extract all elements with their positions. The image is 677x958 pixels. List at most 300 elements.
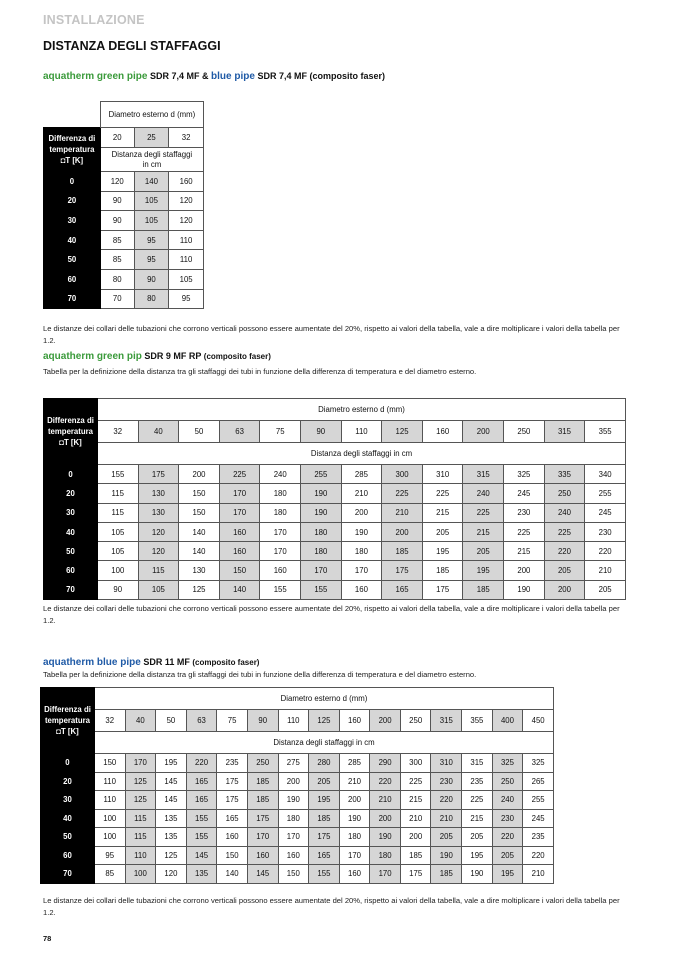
value-cell: 240 [463,484,504,503]
value-cell: 155 [97,465,138,484]
value-cell: 200 [544,580,585,599]
value-cell: 105 [97,542,138,561]
value-cell: 160 [339,865,370,884]
header-row-diameter [44,102,204,128]
value-cell: 115 [97,484,138,503]
section2-heading [43,351,271,362]
diameter-cell: 40 [138,421,179,443]
temperature-cell: 0 [44,172,101,192]
value-cell: 280 [309,754,340,773]
value-cell: 210 [523,865,554,884]
value-cell: 200 [504,561,545,580]
diameter-cell: 315 [431,710,462,732]
value-cell: 190 [504,580,545,599]
value-cell: 215 [504,542,545,561]
diameter-cell: 20 [100,128,134,148]
value-cell: 250 [492,772,523,791]
value-cell: 170 [219,503,260,522]
value-cell: 150 [179,503,220,522]
spacing-table-3 [40,687,554,884]
value-cell: 240 [544,503,585,522]
value-cell: 210 [370,791,401,810]
value-cell: 165 [382,580,423,599]
value-cell: 205 [463,542,504,561]
table-description-2: Tabella per la definizione della distanza tra gli staffaggi dei tubi in funzione della differenza di temperatura e del diametro esterno. [43,367,477,376]
value-cell: 110 [125,846,156,865]
temperature-diff-header [41,688,95,754]
table-row [44,191,204,211]
header-row-diameter [44,399,626,421]
value-cell: 100 [125,865,156,884]
value-cell: 115 [125,828,156,847]
value-cell: 230 [431,772,462,791]
table-row [44,542,626,561]
corner-line: ◘T [K] [60,156,84,165]
value-cell: 190 [431,846,462,865]
value-cell: 160 [260,561,301,580]
value-cell: 125 [125,791,156,810]
corner-line: temperatura [44,716,91,725]
temperature-cell: 40 [41,809,95,828]
value-cell: 175 [138,465,179,484]
value-cell: 115 [125,809,156,828]
value-cell: 135 [186,865,217,884]
brand-blue-label: aquatherm blue pipe [43,657,141,668]
value-cell: 225 [219,465,260,484]
value-cell: 225 [463,503,504,522]
value-cell: 140 [179,522,220,541]
value-cell: 225 [544,522,585,541]
value-cell: 155 [260,580,301,599]
corner-line: Differenza di [48,134,96,143]
value-cell: 340 [585,465,626,484]
value-cell: 250 [544,484,585,503]
value-cell: 155 [186,828,217,847]
diameter-cell: 90 [247,710,278,732]
temperature-cell: 70 [41,865,95,884]
distance-header-line: Distanza degli staffaggi [111,149,193,159]
distance-header [100,148,203,172]
distance-header-line: in cm [142,159,162,169]
value-cell: 190 [370,828,401,847]
value-cell: 195 [462,846,493,865]
value-cell: 210 [585,561,626,580]
value-cell: 115 [97,503,138,522]
value-cell: 155 [309,865,340,884]
value-cell: 160 [169,172,204,192]
temperature-cell: 20 [44,484,98,503]
value-cell: 130 [179,561,220,580]
value-cell: 245 [523,809,554,828]
brand-blue-label: blue pipe [211,71,255,82]
diameter-header: Diametro esterno d (mm) [100,102,203,128]
sdr-label: SDR 9 MF RP [144,351,202,361]
table-row [44,250,204,270]
diameter-cell: 110 [341,421,382,443]
value-cell: 105 [134,191,169,211]
value-cell: 235 [523,828,554,847]
value-cell: 225 [382,484,423,503]
value-cell: 225 [422,484,463,503]
value-cell: 190 [301,503,342,522]
value-cell: 85 [94,865,125,884]
value-cell: 95 [134,230,169,250]
temperature-cell: 30 [44,503,98,522]
value-cell: 120 [138,522,179,541]
temperature-cell: 30 [41,791,95,810]
value-cell: 90 [100,191,134,211]
value-cell: 215 [422,503,463,522]
corner-line: temperatura [47,427,94,436]
value-cell: 230 [492,809,523,828]
value-cell: 105 [134,211,169,231]
value-cell: 115 [138,561,179,580]
value-cell: 140 [134,172,169,192]
table-row [44,580,626,599]
diameter-cell: 355 [585,421,626,443]
value-cell: 185 [422,561,463,580]
value-cell: 100 [94,809,125,828]
table-row [41,846,554,865]
sdr-label: SDR 7,4 MF [149,71,200,81]
vertical-note-2: Le distanze dei collari delle tubazioni che corrono verticali possono essere aumentate del 20%, rispetto ai valori della tabella, vale a dire moltiplicare i valori della tabella per 1.2. [43,604,620,625]
ampersand: & [202,71,209,81]
temperature-cell: 60 [44,269,101,289]
table-row [44,561,626,580]
material-label: (composito faser) [203,352,271,361]
temperature-cell: 50 [44,542,98,561]
value-cell: 90 [97,580,138,599]
value-cell: 215 [462,809,493,828]
sdr-label: SDR 7,4 MF [257,71,307,81]
value-cell: 185 [463,580,504,599]
value-cell: 170 [278,828,309,847]
spacing-table-2 [43,398,626,600]
value-cell: 80 [100,269,134,289]
value-cell: 180 [278,809,309,828]
value-cell: 215 [463,522,504,541]
value-cell: 110 [169,230,204,250]
value-cell: 130 [138,503,179,522]
value-cell: 145 [247,865,278,884]
section-label: INSTALLAZIONE [43,13,145,27]
value-cell: 170 [301,561,342,580]
diameter-cell: 250 [504,421,545,443]
value-cell: 240 [492,791,523,810]
brand-green-label: aquatherm green pipe [43,71,148,82]
diameter-cell: 355 [462,710,493,732]
value-cell: 175 [422,580,463,599]
value-cell: 300 [382,465,423,484]
value-cell: 105 [169,269,204,289]
value-cell: 205 [544,561,585,580]
value-cell: 205 [462,828,493,847]
value-cell: 180 [341,542,382,561]
diameter-cell: 400 [492,710,523,732]
value-cell: 205 [309,772,340,791]
value-cell: 210 [431,809,462,828]
value-cell: 275 [278,754,309,773]
value-cell: 185 [400,846,431,865]
temperature-cell: 30 [44,211,101,231]
value-cell: 180 [339,828,370,847]
value-cell: 165 [186,791,217,810]
value-cell: 185 [247,791,278,810]
table-row [44,465,626,484]
value-cell: 140 [179,542,220,561]
diameter-cell: 63 [186,710,217,732]
temperature-cell: 70 [44,289,101,309]
value-cell: 230 [585,522,626,541]
value-cell: 175 [217,772,248,791]
value-cell: 255 [301,465,342,484]
distance-header: Distanza degli staffaggi in cm [94,732,553,754]
diameter-cell: 50 [156,710,187,732]
value-cell: 190 [301,484,342,503]
value-cell: 150 [278,865,309,884]
value-cell: 225 [400,772,431,791]
value-cell: 145 [156,772,187,791]
value-cell: 190 [278,791,309,810]
value-cell: 220 [370,772,401,791]
table-row [41,791,554,810]
value-cell: 285 [341,465,382,484]
value-cell: 190 [462,865,493,884]
value-cell: 160 [247,846,278,865]
header-row-distance [44,443,626,465]
value-cell: 185 [309,809,340,828]
temperature-cell: 20 [41,772,95,791]
spacing-table-1 [43,101,204,309]
value-cell: 150 [94,754,125,773]
value-cell: 80 [134,289,169,309]
diameter-cell: 125 [309,710,340,732]
value-cell: 195 [463,561,504,580]
value-cell: 85 [100,250,134,270]
table-row [41,754,554,773]
value-cell: 150 [179,484,220,503]
diameter-cell: 125 [382,421,423,443]
value-cell: 310 [422,465,463,484]
section1-heading [43,71,385,82]
diameter-cell: 160 [422,421,463,443]
table-row [44,230,204,250]
corner-line: Differenza di [47,416,94,425]
diameter-cell: 110 [278,710,309,732]
value-cell: 100 [97,561,138,580]
value-cell: 180 [260,484,301,503]
value-cell: 170 [339,846,370,865]
value-cell: 200 [382,522,423,541]
diameter-cell: 50 [179,421,220,443]
value-cell: 300 [400,754,431,773]
value-cell: 210 [400,809,431,828]
value-cell: 130 [138,484,179,503]
value-cell: 160 [278,846,309,865]
value-cell: 175 [309,828,340,847]
table-row [44,172,204,192]
value-cell: 160 [219,542,260,561]
value-cell: 120 [169,211,204,231]
value-cell: 140 [217,865,248,884]
value-cell: 325 [504,465,545,484]
value-cell: 160 [341,580,382,599]
temperature-diff-header [44,399,98,465]
table-row [44,269,204,289]
value-cell: 185 [431,865,462,884]
value-cell: 180 [301,542,342,561]
diameter-cell: 75 [260,421,301,443]
value-cell: 200 [339,791,370,810]
temperature-cell: 60 [41,846,95,865]
value-cell: 95 [134,250,169,270]
diameter-cell: 32 [97,421,138,443]
value-cell: 195 [309,791,340,810]
value-cell: 110 [94,791,125,810]
value-cell: 255 [523,791,554,810]
diameter-cell: 32 [169,128,204,148]
table-row [41,809,554,828]
value-cell: 285 [339,754,370,773]
value-cell: 170 [341,561,382,580]
value-cell: 175 [247,809,278,828]
diameter-cell: 63 [219,421,260,443]
value-cell: 255 [585,484,626,503]
temperature-cell: 40 [44,522,98,541]
temperature-cell: 60 [44,561,98,580]
header-row-values [41,710,554,732]
value-cell: 230 [504,503,545,522]
value-cell: 170 [125,754,156,773]
value-cell: 205 [422,522,463,541]
value-cell: 200 [370,809,401,828]
temperature-diff-header [44,128,101,172]
header-row-distance [41,732,554,754]
distance-header: Distanza degli staffaggi in cm [97,443,625,465]
header-row-values [44,128,204,148]
value-cell: 310 [431,754,462,773]
diameter-cell: 200 [370,710,401,732]
value-cell: 165 [186,772,217,791]
value-cell: 325 [523,754,554,773]
value-cell: 105 [138,580,179,599]
value-cell: 155 [301,580,342,599]
value-cell: 125 [156,846,187,865]
value-cell: 215 [400,791,431,810]
value-cell: 195 [156,754,187,773]
material-label: (composito faser) [309,71,385,81]
diameter-header: Diametro esterno d (mm) [97,399,625,421]
value-cell: 90 [100,211,134,231]
value-cell: 85 [100,230,134,250]
vertical-note-3: Le distanze dei collari delle tubazioni che corrono verticali possono essere aumentate del 20%, rispetto ai valori della tabella, vale a dire moltiplicare i valori della tabella per 1.2. [43,896,620,917]
value-cell: 210 [382,503,423,522]
value-cell: 195 [492,865,523,884]
value-cell: 170 [370,865,401,884]
value-cell: 220 [492,828,523,847]
value-cell: 155 [186,809,217,828]
temperature-cell: 70 [44,580,98,599]
value-cell: 180 [260,503,301,522]
value-cell: 220 [523,846,554,865]
corner-line: temperatura [49,145,95,154]
corner-line: Differenza di [44,705,91,714]
value-cell: 225 [504,522,545,541]
value-cell: 200 [341,503,382,522]
page-number: 78 [43,934,52,943]
value-cell: 165 [309,846,340,865]
temperature-cell: 50 [44,250,101,270]
value-cell: 185 [382,542,423,561]
value-cell: 95 [169,289,204,309]
table-row [44,484,626,503]
value-cell: 180 [370,846,401,865]
value-cell: 120 [138,542,179,561]
value-cell: 165 [217,809,248,828]
value-cell: 220 [585,542,626,561]
value-cell: 135 [156,809,187,828]
diameter-cell: 90 [301,421,342,443]
value-cell: 235 [462,772,493,791]
value-cell: 220 [544,542,585,561]
diameter-cell: 315 [544,421,585,443]
value-cell: 125 [179,580,220,599]
diameter-header: Diametro esterno d (mm) [94,688,553,710]
value-cell: 220 [431,791,462,810]
diameter-cell: 32 [94,710,125,732]
value-cell: 335 [544,465,585,484]
diameter-cell: 40 [125,710,156,732]
value-cell: 220 [186,754,217,773]
value-cell: 160 [217,828,248,847]
vertical-note-1: Le distanze dei collari delle tubazioni che corrono verticali possono essere aumentate del 20%, rispetto ai valori della tabella, vale a dire moltiplicare i valori della tabella per 1.2. [43,324,620,345]
value-cell: 150 [219,561,260,580]
value-cell: 120 [156,865,187,884]
value-cell: 240 [260,465,301,484]
value-cell: 145 [186,846,217,865]
value-cell: 190 [339,809,370,828]
value-cell: 235 [217,754,248,773]
temperature-cell: 0 [44,465,98,484]
value-cell: 125 [125,772,156,791]
header-row-diameter [41,688,554,710]
value-cell: 170 [219,484,260,503]
section3-heading [43,657,259,668]
diameter-cell: 450 [523,710,554,732]
corner-line: ◘T [K] [59,438,82,447]
value-cell: 150 [217,846,248,865]
value-cell: 225 [462,791,493,810]
value-cell: 180 [301,522,342,541]
value-cell: 290 [370,754,401,773]
diameter-cell: 250 [400,710,431,732]
sdr-label: SDR 11 MF [143,657,190,667]
diameter-cell: 75 [217,710,248,732]
page-title: DISTANZA DEGLI STAFFAGGI [43,39,221,53]
value-cell: 120 [169,191,204,211]
value-cell: 175 [382,561,423,580]
value-cell: 170 [247,828,278,847]
table-row [44,211,204,231]
table-row [41,772,554,791]
value-cell: 135 [156,828,187,847]
diameter-cell: 200 [463,421,504,443]
table-description-3: Tabella per la definizione della distanza tra gli staffaggi dei tubi in funzione della differenza di temperatura e del diametro esterno. [43,670,477,679]
table-row [44,503,626,522]
value-cell: 170 [260,522,301,541]
value-cell: 205 [585,580,626,599]
value-cell: 160 [219,522,260,541]
